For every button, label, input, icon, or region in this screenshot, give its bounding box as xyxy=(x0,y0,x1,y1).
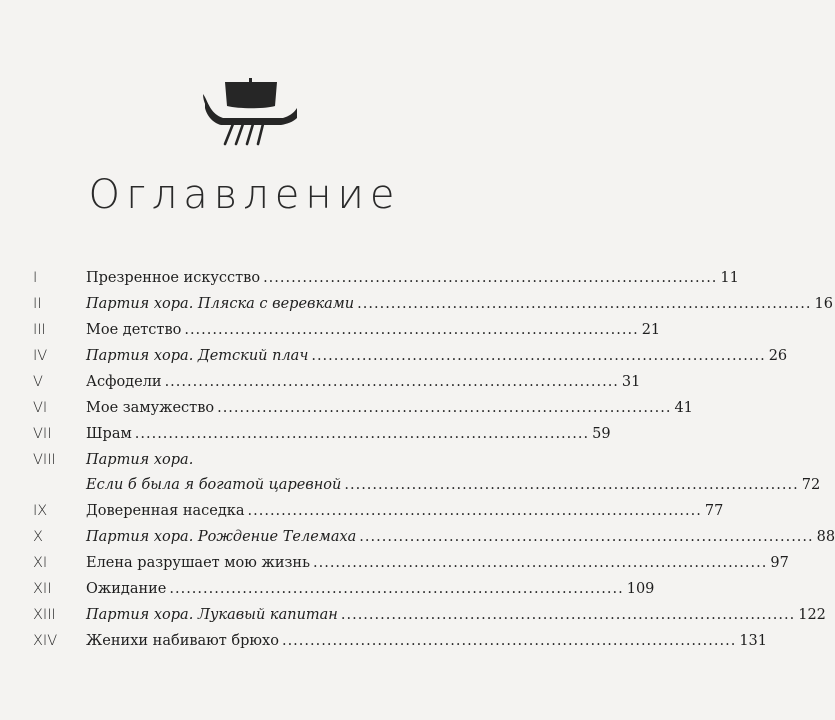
chapter-number: VII xyxy=(33,426,52,442)
toc-entry xyxy=(0,426,611,450)
chapter-number: XIV xyxy=(33,633,58,649)
page-number: 11 xyxy=(720,270,739,286)
chapter-title: Елена разрушает мою жизнь xyxy=(86,555,310,571)
dot-leader: ................................................................................. xyxy=(311,348,766,364)
chapter-number: V xyxy=(33,374,43,390)
chapter-number: III xyxy=(33,322,46,338)
toc-entry xyxy=(0,400,693,424)
toc-entry xyxy=(0,452,821,502)
toc-entry xyxy=(0,270,739,294)
chapter-title: Партия хора. Пляска с веревками xyxy=(86,296,355,312)
page-number: 26 xyxy=(768,348,788,364)
dot-leader: ................................................................................. xyxy=(169,581,624,597)
chapter-number: X xyxy=(33,529,43,545)
dot-leader: ................................................................................. xyxy=(217,400,672,416)
toc-entry xyxy=(0,633,767,657)
toc-entry xyxy=(0,581,655,605)
chapter-title: Мое замужество xyxy=(86,400,215,416)
dot-leader: ................................................................................. xyxy=(281,633,737,649)
chapter-number: II xyxy=(33,296,42,312)
ship-emblem-icon xyxy=(203,78,299,148)
chapter-number: VI xyxy=(33,400,48,416)
dot-leader: ................................................................................. xyxy=(344,477,799,493)
page-number: 122 xyxy=(798,607,826,623)
dot-leader: ................................................................................. xyxy=(357,296,812,312)
toc-entry xyxy=(0,607,826,631)
page-number: 88 xyxy=(816,529,835,545)
page-number: 131 xyxy=(739,633,767,649)
chapter-number: IV xyxy=(33,348,48,364)
chapter-title: Ожидание xyxy=(86,581,167,597)
page-number: 72 xyxy=(801,477,821,493)
dot-leader: ................................................................................. xyxy=(340,607,796,623)
page-number: 21 xyxy=(641,322,661,338)
toc-entry xyxy=(0,348,788,372)
dot-leader: ................................................................................. xyxy=(164,374,619,390)
chapter-number: XIII xyxy=(33,607,56,623)
chapter-title: Мое детство xyxy=(86,322,182,338)
dot-leader: ................................................................................. xyxy=(313,555,768,571)
page-number: 59 xyxy=(592,426,611,442)
chapter-title: Партия хора. Рождение Телемаха xyxy=(86,529,357,545)
chapter-title: Партия хора. Лукавый капитан xyxy=(86,607,338,623)
chapter-title: Асфодели xyxy=(86,374,162,390)
chapter-number: VIII xyxy=(33,452,56,468)
page-number: 77 xyxy=(704,503,724,519)
toc-entry xyxy=(0,296,833,320)
toc-entry xyxy=(0,503,724,527)
page-number: 41 xyxy=(674,400,693,416)
dot-leader: ................................................................................. xyxy=(184,322,639,338)
dot-leader: ................................................................................. xyxy=(359,529,814,545)
page-number: 16 xyxy=(814,296,833,312)
dot-leader: ................................................................................. xyxy=(134,426,590,442)
toc-entry xyxy=(0,555,789,579)
page-number: 109 xyxy=(626,581,655,597)
page-title: Оглавление xyxy=(88,172,401,218)
chapter-title: Если б была я богатой царевной xyxy=(86,477,342,493)
page-number: 97 xyxy=(770,555,789,571)
toc-entry xyxy=(0,529,835,553)
chapter-number: XI xyxy=(33,555,48,571)
chapter-title: Партия хора. Детский плач xyxy=(86,348,309,364)
chapter-number: IX xyxy=(33,503,48,519)
chapter-title: Женихи набивают брюхо xyxy=(86,633,279,649)
chapter-number: XII xyxy=(33,581,52,597)
toc-entry xyxy=(0,374,641,398)
chapter-title: Доверенная наседка xyxy=(86,503,245,519)
dot-leader: ................................................................................. xyxy=(263,270,718,286)
dot-leader: ................................................................................. xyxy=(247,503,702,519)
toc-entry xyxy=(0,322,661,346)
chapter-title: Презренное искусство xyxy=(86,270,261,286)
page-number: 31 xyxy=(621,374,641,390)
chapter-title-line1: Партия хора. xyxy=(86,452,194,468)
chapter-number: I xyxy=(33,270,38,286)
chapter-title: Шрам xyxy=(86,426,132,442)
